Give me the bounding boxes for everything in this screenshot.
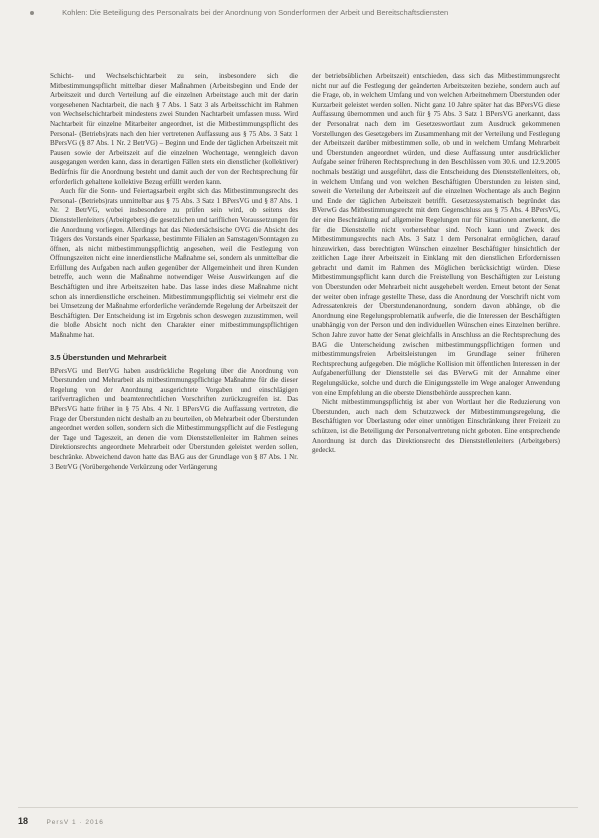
page-footer <box>18 811 218 827</box>
paragraph: BPersVG und BetrVG haben ausdrückliche Regelung über die Anordnung von Überstunden und Mehrarbeit als mitbestimmungspflichtige Maßnahme für die dieser Regelung von der Anordnung ausgerichtete Vorgaben und einschlägigen tarifvertraglichen und beamtenrechtlichen Vorschriften zurückzugreifen ist. Das BPersVG hatte früher in § 75 Abs. 4 Nr. 1 BPersVG die Auffassung vertreten, die Frage der Überstunden nicht deshalb an zu beurteilen, ob Mehrarbeit oder Überstunden angeordnet werden sollen, sondern sich die Mitbestimmungspflicht auf die Festlegung der Tage und Tageszeit, an denen die vom Dienststellenleiter im Rahmen seines Direktionsrechts angeordnete Mehrarbeit oder Überstunden geleistet werden sollen, beschränke. Abweichend davon hatte das BAG aus der Grundlage von § 87 Abs. 1 Nr. 3 BetrVG (Vorübergehende Verkürzung oder Verlängerung <box>50 366 298 471</box>
page-number: 18 <box>18 816 29 826</box>
footer-divider <box>18 807 578 808</box>
running-header <box>30 6 575 20</box>
paragraph: der betriebsüblichen Arbeitszeit) entschieden, dass sich das Mitbestimmungsrecht nicht nur auf die Festlegung der geänderten Arbeitszeiten beziehe, sondern auch auf die Frage, ob, in welchem Umfang und von welchen Arbeitnehmern Überstunden oder Kurzarbeit geleistet werden sollen. Nicht ganz 10 Jahre später hat das BPersVG diese Auffassung übernommen und auch für § 75 Abs. 3 Satz 1 BPersVG anerkannt, dass der Personalrat nach dem im Gesetzeswortlaut zum Ausdruck gekommenen Vorstellungen des Gesetzgebers im Zusammenhang mit der Verteilung und Festlegung der Arbeitszeit darüber mitbestimmen solle, ob und in welchem Umfang Mehrarbeit und Überstunden angeordnet würden, und diese Auffassung unter ausdrücklicher Aufgabe seiner früheren Rechtsprechung in den Beschlüssen vom 30.6. und 12.9.2005 nochmals bestätigt und ausgeführt, dass die Entscheidung des Dienststellenleiters, ob, in welchem Umfang und von welchen Beschäftigten Überstunden zu leisten sind, soweit die Verteilung der Arbeitszeit auf die einzelnen Wochentage als auch Beginn und Ende der täglichen Arbeitszeit betrifft. Gesetzessystematisch begründet das BVerwG das Mitbestimmungsrecht mit dem Gegenschluss aus § 75 Abs. 4 BPersVG, der eine Beschränkung auf allgemeine Regelungen nur für Situationen anerkennt, die für die Dienststelle nicht vorhersehbar sind. Noch kann und Zweck des Mitbestimmungsrechts nach Abs. 3 Satz 1 dem Personalrat ermöglichen, darauf hinzuwirken, dass berechtigten Wünschen einzelner Beschäftigter hinsichtlich der zeitlichen Lage ihrer Arbeitszeit in Einklang mit den dienstlichen Erfordernissen gebracht und damit im Rahmen des Möglichen berücksichtigt würden. Diese Mitbestimmungspflicht kann durch die Freistellung von Beschäftigten zur Leistung von Überstunden oder Mehrarbeit nicht ausgehebelt werden. Erneut betont der Senat der weiter oben infrage gestellte These, dass die Anordnung der Vorschrift nicht vom Adressatenkreis der Überstundenanordnung, sondern davon abhänge, ob die Anordnung eine Regelungsproblematik aufwerfe, die die Interessen der Beschäftigten unabhängig von der Person und den individuellen Wünschen eines Einzelnen berühre. Schon Jahre zuvor hatte der Senat gleichfalls in Anschluss an die Rechtsprechung des BAG die Unterscheidung zwischen mitbestimmungspflichtigen formen und mitbestimmungsfreien Arbeitsleistungen im Grundlage seiner früheren Rechtsprechung aufgegeben. Die mögliche Kollision mit öffentlichen Interessen in der Aufgabenerfüllung der Dienststelle sei das BVerwG mit der Annahme einer Regelungslücke, solche und durch die Einigungsstelle im Wege analoger Anwendung von eine Empfehlung an die oberste Dienstbehörde aussprechen kann. <box>312 72 560 397</box>
section-heading: 3.5 Überstunden und Mehrarbeit <box>50 352 167 362</box>
paragraph: Auch für die Sonn- und Feiertagsarbeit ergibt sich das Mitbestimmungsrecht des Personal- (Betriebs)rats unmittelbar aus § 75 Abs. 3 Satz 1 BPersVG und § 87 Abs. 1 Nr. 2 BetrVG, wobei insbesondere zu prüfen sein wird, ob seitens des Dienststellenleiters (Arbeitgebers) die gesetzlichen und tariflichen Voraussetzungen für die Anordnung vorliegen. Allerdings hat das Niedersächsische OVG die Absicht des Trägers des Vorstands einer Sparkasse, bestimmte Filialen an Samstagen/Sonntagen zu öffnen, als nicht mitbestimmungspflichtig angesehen, weil die Festlegung von Öffnungszeiten nicht eine innerdienstliche Maßnahme sei, sondern als unmittelbar die Erfüllung des Aufgaben nach außen gegenüber der Allgemeinheit und ihren Kunden betreffe, auch wenn die Maßnahme notwendiger Weise Auswirkungen auf die Beschäftigten und ihre Arbeitszeiten habe. Das lasse indes diese Maßnahme nicht schon als innerdienstliche erscheinen. Mitbestimmungspflichtig sei vielmehr erst die bei Umsetzung der Maßnahme erforderliche verändernde Regelung der Arbeitszeit der Beschäftigten. Der Entscheidung ist im Ergebnis schon deswegen zuzustimmen, weil die bloße Absicht noch nicht den Charakter einer mitbestimmungspflichtigen Maßnahme hat. <box>50 187 298 340</box>
right-column <box>312 72 560 806</box>
running-title: Kohlen: Die Beteiligung des Personalrats bei der Anordnung von Sonderformen der Arbeit und Bereitschaftsdiensten <box>62 8 449 17</box>
bullet-icon <box>30 11 34 15</box>
paragraph: Nicht mitbestimmungspflichtig ist aber von Wortlaut her die Reduzierung von Überstunden, auch nach dem Schutzzweck der Mitbestimmungsregelung, die Beschäftigten vor Überlastung oder einer unnötigen Einschränkung ihrer Freizeit zu schützen, ist die Beteiligung der Personalvertretung nicht geboten. Eine entsprechende Anordnung ist durch das Direktionsrecht des Dienststellenleiters (Arbeitgebers) gedeckt. <box>312 398 560 455</box>
left-column <box>50 72 298 800</box>
journal-issue: PersV 1 · 2016 <box>46 819 104 826</box>
paragraph: Schicht- und Wechselschichtarbeit zu sein, insbesondere sich die Mitbestimmungspflicht mittelbar dieser Maßnahmen (Arbeitsbeginn und Ende der Arbeitszeit und durch Verteilung auf die einzelnen Arbeitstage auch mit der darin vorgesehenen Nachtarbeit, die nach § 7 Abs. 1 Satz 3 als Arbeitsschicht im Rahmen von Wechselschichtarbeit mindestens zwei Stunden Nachtarbeit umfassen muss. Wird Nachtarbeit für einzelne Mitarbeiter angeordnet, ist die Mitbestimmungspflicht des Personal- (Betriebs)rats nach den hier vertretenen Auffassung aus § 75 Abs. 3 Satz 1 BPersVG (§ 87 Abs. 1 Nr. 2 BetrVG) – Beginn und Ende der täglichen Arbeitszeit mit Pausen sowie der Arbeitszeit auf die einzelnen Wochentage, wenngleich davon ausgegangen werden kann, dass in derartigen Fällen stets ein dienstlicher (kollektiver) Bedürfnis für die Anordnung besteht und damit auch der von der Rechtsprechung für erforderlich gehaltene kollektive Bezug erfüllt werden kann. <box>50 72 298 186</box>
